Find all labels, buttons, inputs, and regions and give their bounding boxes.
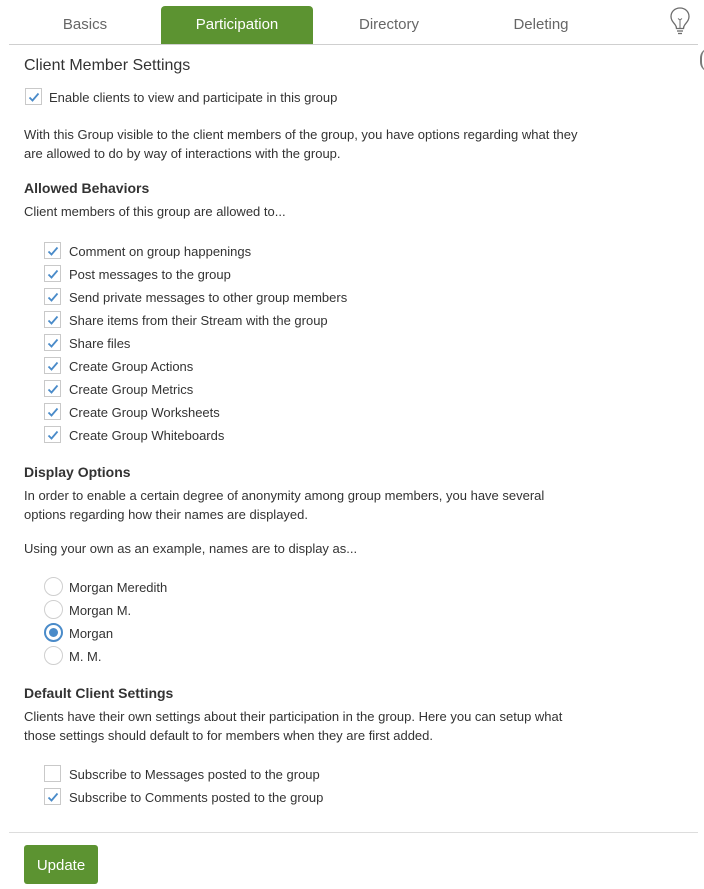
allow-comment-checkbox[interactable] [44, 242, 61, 259]
allow-group-whiteboards-checkbox[interactable] [44, 426, 61, 443]
name-display-label-full: Morgan Meredith [69, 580, 168, 595]
name-display-radio-initials[interactable] [44, 646, 63, 665]
checkmark-icon [47, 406, 59, 418]
allow-share-stream-checkbox[interactable] [44, 311, 61, 328]
checkmark-icon [47, 245, 59, 257]
allow-share-files-label: Share files [69, 336, 131, 351]
subscribe-comments-label: Subscribe to Comments posted to the group [69, 790, 324, 805]
subscribe-messages-label: Subscribe to Messages posted to the group [69, 767, 320, 782]
checkmark-icon [28, 91, 40, 103]
allow-private-messages-checkbox[interactable] [44, 288, 61, 305]
tab-deleting[interactable]: Deleting [513, 16, 569, 33]
display-options-heading: Display Options [24, 464, 131, 480]
allow-group-whiteboards-label: Create Group Whiteboards [69, 428, 225, 443]
name-display-radio-first-initial[interactable] [44, 600, 63, 619]
allow-post-messages-label: Post messages to the group [69, 267, 231, 282]
allow-comment-label: Comment on group happenings [69, 244, 252, 259]
enable-clients-checkbox[interactable] [25, 88, 42, 105]
tab-participation[interactable]: Participation [161, 6, 313, 44]
tab-bar [9, 6, 698, 45]
allowed-behaviors-heading: Allowed Behaviors [24, 180, 150, 196]
enable-clients-label: Enable clients to view and participate in this group [49, 90, 338, 105]
checkmark-icon [47, 314, 59, 326]
allow-share-stream-label: Share items from their Stream with the group [69, 313, 328, 328]
subscribe-messages-checkbox[interactable] [44, 765, 61, 782]
display-options-text: In order to enable a certain degree of anonymity among group members, you have several options regarding how their names are displayed. [24, 488, 545, 522]
name-display-label-first: Morgan [69, 626, 114, 641]
section-title: Client Member Settings [24, 57, 191, 74]
scroll-edge-indicator [700, 48, 704, 72]
tab-directory[interactable]: Directory [358, 16, 419, 33]
allow-group-worksheets-label: Create Group Worksheets [69, 405, 220, 420]
name-display-label-initials: M. M. [69, 649, 102, 664]
default-client-settings-heading: Default Client Settings [24, 685, 174, 701]
allow-group-actions-label: Create Group Actions [69, 359, 194, 374]
default-client-settings-text: Clients have their own settings about their participation in the group. Here you can setup what those settings should default to for members when they are first added. [24, 709, 563, 743]
footer-divider [9, 832, 698, 833]
tab-basics[interactable]: Basics [62, 16, 108, 33]
intro-text: With this Group visible to the client members of the group, you have options regarding what they are allowed to do by way of interactions with the group. [24, 127, 578, 161]
checkmark-icon [47, 291, 59, 303]
display-example-text: Using your own as an example, names are to display as... [24, 541, 358, 556]
allow-post-messages-checkbox[interactable] [44, 265, 61, 282]
allowed-behaviors-subtext: Client members of this group are allowed to... [24, 204, 286, 219]
allow-group-metrics-label: Create Group Metrics [69, 382, 194, 397]
radio-selected-dot [49, 628, 58, 637]
name-display-label-first-initial: Morgan M. [69, 603, 132, 618]
allow-group-metrics-checkbox[interactable] [44, 380, 61, 397]
checkmark-icon [47, 383, 59, 395]
checkmark-icon [47, 268, 59, 280]
subscribe-comments-checkbox[interactable] [44, 788, 61, 805]
allow-share-files-checkbox[interactable] [44, 334, 61, 351]
checkmark-icon [47, 429, 59, 441]
checkmark-icon [47, 791, 59, 803]
update-button[interactable]: Update [24, 845, 98, 884]
allow-group-actions-checkbox[interactable] [44, 357, 61, 374]
allow-private-messages-label: Send private messages to other group members [69, 290, 348, 305]
lightbulb-icon[interactable] [669, 6, 691, 36]
checkmark-icon [47, 337, 59, 349]
checkmark-icon [47, 360, 59, 372]
name-display-radio-full[interactable] [44, 577, 63, 596]
name-display-radio-first[interactable] [44, 623, 63, 642]
allow-group-worksheets-checkbox[interactable] [44, 403, 61, 420]
